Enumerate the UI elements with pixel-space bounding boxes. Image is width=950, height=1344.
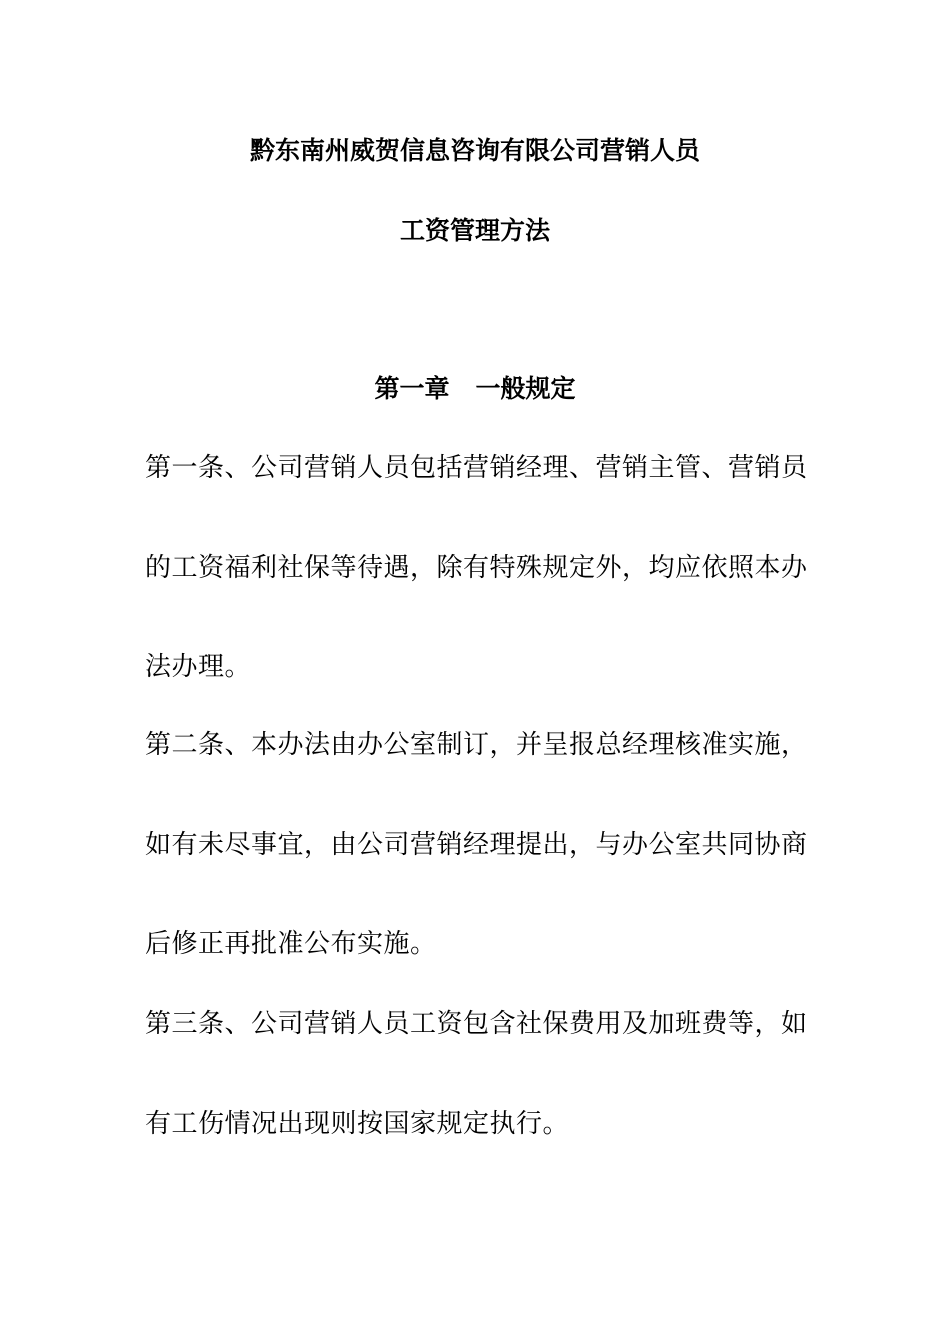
article-3-line-2: 有工伤情况出现则按国家规定执行。 <box>145 1109 570 1139</box>
article-3-line-1: 第三条、公司营销人员工资包含社保费用及加班费等，如 <box>145 1009 808 1039</box>
document-subtitle: 工资管理方法 <box>399 216 550 245</box>
article-1-line-3: 法办理。 <box>145 652 252 682</box>
article-2-line-1: 第二条、本办法由办公室制订，并呈报总经理核准实施， <box>145 730 808 760</box>
article-1-line-2: 的工资福利社保等待遇，除有特殊规定外，均应依照本办 <box>145 553 808 583</box>
article-1-line-1: 第一条、公司营销人员包括营销经理、营销主管、营销员 <box>145 453 808 483</box>
chapter-number: 第一章 <box>374 374 450 403</box>
document-title: 黔东南州威贺信息咨询有限公司营销人员 <box>249 136 700 165</box>
chapter-name: 一般规定 <box>475 374 576 403</box>
article-2-line-2: 如有未尽事宜，由公司营销经理提出，与办公室共同协商 <box>145 830 808 860</box>
chapter-heading <box>0 374 950 404</box>
article-2-line-3: 后修正再批准公布实施。 <box>145 929 437 959</box>
